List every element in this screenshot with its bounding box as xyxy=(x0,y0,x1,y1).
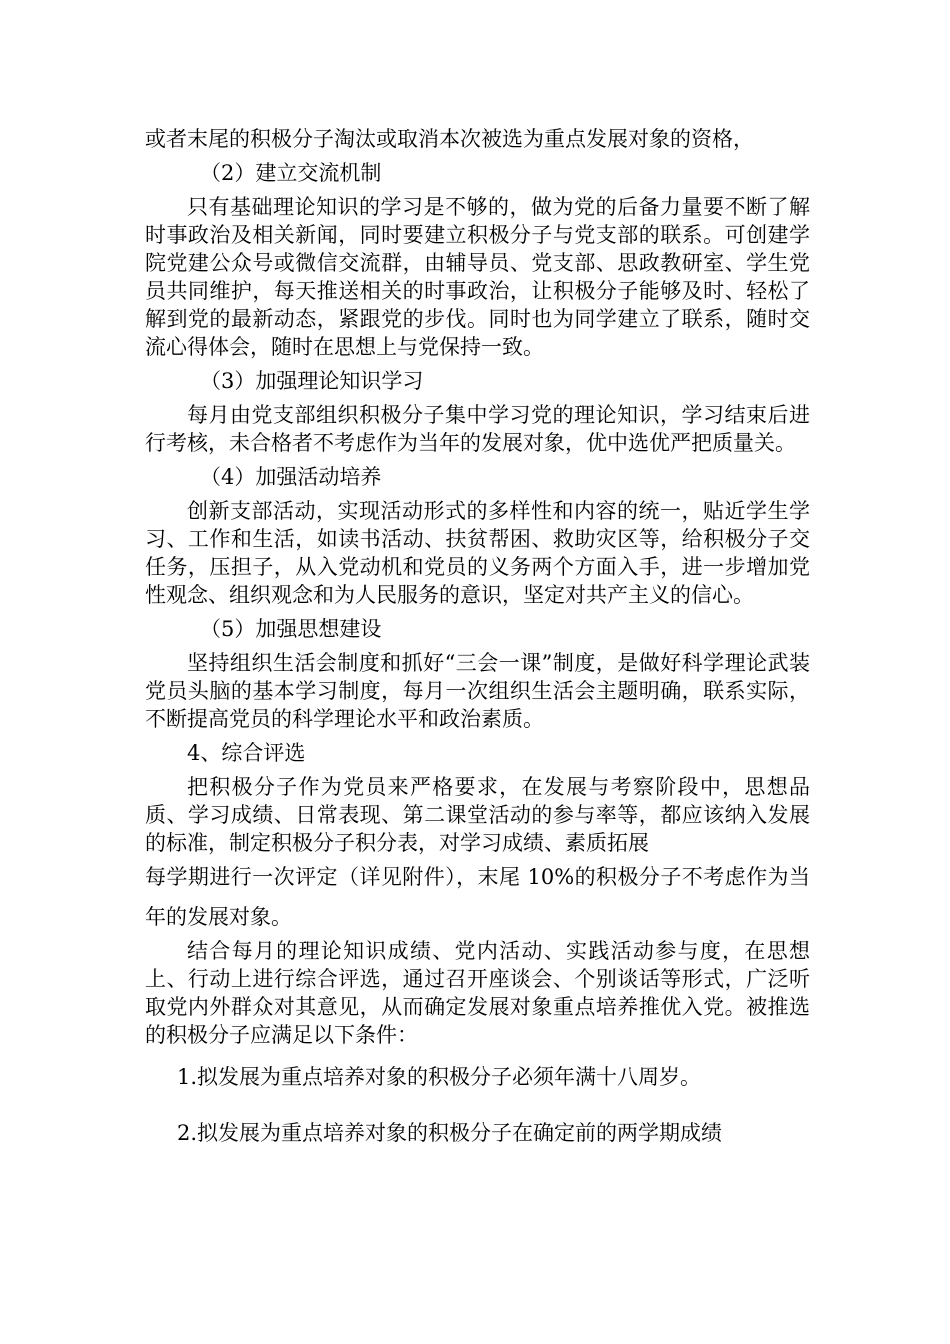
paragraph-theory-study: 每月由党支部组织积极分子集中学习党的理论知识，学习结束后进行考核，未合格者不考虑作为当年的发展对象，优中选优严把质量关。 xyxy=(145,403,810,455)
paragraph-selection-criteria: 把积极分子作为党员来严格要求，在发展与考察阶段中，思想品质、学习成绩、日常表现、第二课堂活动的参与率等，都应该纳入发展的标准，制定积极分子积分表，对学习成绩、素质拓展 xyxy=(145,775,810,855)
paragraph-comprehensive-review: 结合每月的理论知识成绩、党内活动、实践活动参与度，在思想上、行动上进行综合评选，通过召开座谈会、个别谈话等形式，广泛听取党内外群众对其意见，从而确定发展对象重点培养推优入党。被推选的积极分子应满足以下条件： xyxy=(145,939,810,1047)
list-item-age-requirement: 1.拟发展为重点培养对象的积极分子必须年满十八周岁。 xyxy=(177,1065,702,1089)
section-heading-exchange-mechanism: （2）建立交流机制 xyxy=(200,161,382,185)
section-heading-activity-training: （4）加强活动培养 xyxy=(200,465,382,489)
section-heading-ideology: （5）加强思想建设 xyxy=(200,617,382,641)
section-heading-comprehensive-selection: 4、综合评选 xyxy=(187,741,306,765)
paragraph-continuation: 或者末尾的积极分子淘汰或取消本次被选为重点发展对象的资格， xyxy=(145,127,754,151)
list-item-grade-requirement: 2.拟发展为重点培养对象的积极分子在确定前的两学期成绩 xyxy=(177,1121,723,1145)
paragraph-exchange-mechanism: 只有基础理论知识的学习是不够的，做为党的后备力量要不断了解时事政治及相关新闻，同时要建立积极分子与党支部的联系。可创建学院党建公众号或微信交流群，由辅导员、党支部、思政教研室、学生党员共同维护，每天推送相关的时事政治，让积极分子能够及时、轻松了解到党的最新动态，紧跟党的步伐。同时也为同学建立了联系，随时交流心得体会，随时在思想上与党保持一致。 xyxy=(145,195,810,359)
section-heading-theory-study: （3）加强理论知识学习 xyxy=(200,369,424,393)
paragraph-evaluation-period: 每学期进行一次评定（详见附件），末尾 10%的积极分子不考虑作为当年的发展对象。 xyxy=(145,865,810,929)
paragraph-ideology: 坚持组织生活会制度和抓好“三会一课”制度，是做好科学理论武装党员头脑的基本学习制度，每月一次组织生活会主题明确，联系实际，不断提高党员的科学理论水平和政治素质。 xyxy=(145,651,810,731)
document-body xyxy=(145,125,810,1153)
paragraph-activity-training: 创新支部活动，实现活动形式的多样性和内容的统一，贴近学生学习、工作和生活，如读书活动、扶贫帮困、救助灾区等，给积极分子交任务，压担子，从入党动机和党员的义务两个方面入手，进一步增加党性观念、组织观念和为人民服务的意识，坚定对共产主义的信心。 xyxy=(145,499,810,607)
